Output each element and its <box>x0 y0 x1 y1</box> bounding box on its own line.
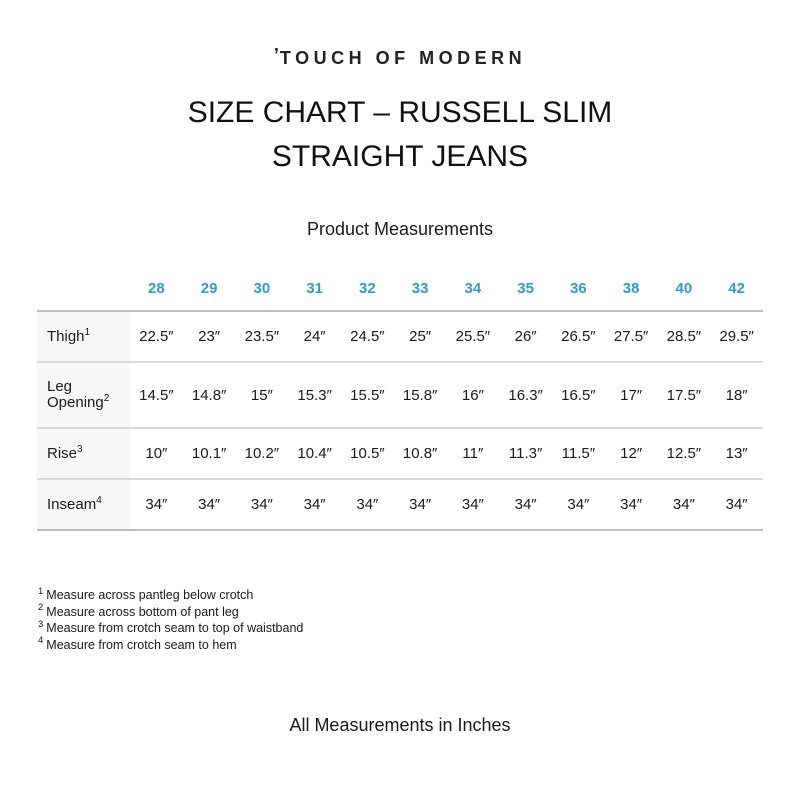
footnote-superscript: 1 <box>38 585 44 597</box>
size-col-header: 28 <box>130 280 183 311</box>
brand-logo <box>0 0 800 69</box>
measurement-cell: 10.1″ <box>183 428 236 479</box>
footnote-3 <box>38 620 800 637</box>
size-col-header: 31 <box>288 280 341 311</box>
table-subtitle: Product Measurements <box>306 219 494 239</box>
footnote-superscript: 2 <box>38 602 44 614</box>
measurement-cell: 12.5″ <box>658 428 711 479</box>
measurement-cell: 17.5″ <box>658 362 711 428</box>
measurement-cell: 13″ <box>710 428 763 479</box>
corner-cell <box>37 280 130 311</box>
measurement-cell: 16.3″ <box>499 362 552 428</box>
measurement-cell: 34″ <box>447 479 500 530</box>
measurement-cell: 11.3″ <box>499 428 552 479</box>
measurement-cell: 24″ <box>288 311 341 362</box>
size-header-row <box>37 280 763 311</box>
measurement-cell: 10.2″ <box>236 428 289 479</box>
table-row-rise <box>37 428 763 479</box>
row-label-leg-opening <box>37 362 130 428</box>
row-label-text: Leg Opening <box>47 378 104 411</box>
footnote-text: Measure across pantleg below crotch <box>46 588 254 602</box>
size-col-header: 38 <box>605 280 658 311</box>
measurement-cell: 16.5″ <box>552 362 605 428</box>
measurement-cell: 34″ <box>341 479 394 530</box>
measurement-cell: 11″ <box>447 428 500 479</box>
measurement-cell: 34″ <box>658 479 711 530</box>
measurement-cell: 26″ <box>499 311 552 362</box>
measurement-cell: 15″ <box>236 362 289 428</box>
measurement-cell: 17″ <box>605 362 658 428</box>
measurement-cell: 15.8″ <box>394 362 447 428</box>
measurement-cell: 22.5″ <box>130 311 183 362</box>
measurement-cell: 27.5″ <box>605 311 658 362</box>
measurement-cell: 10″ <box>130 428 183 479</box>
row-label-text: Thigh <box>47 327 85 345</box>
page-title-line1: SIZE CHART – RUSSELL SLIM <box>187 96 613 129</box>
measurement-cell: 15.5″ <box>341 362 394 428</box>
measurement-cell: 14.5″ <box>130 362 183 428</box>
footnote-text: Measure across bottom of pant leg <box>46 604 239 619</box>
measurement-cell: 11.5″ <box>552 428 605 479</box>
footnotes <box>38 587 800 653</box>
measurement-cell: 25.5″ <box>447 311 500 362</box>
size-col-header: 30 <box>236 280 289 311</box>
footnote-text: Measure from crotch seam to top of waistband <box>46 621 304 635</box>
measurement-cell: 34″ <box>130 479 183 530</box>
footnote-superscript: 3 <box>38 618 44 630</box>
row-label-superscript: 3 <box>77 443 83 455</box>
measurement-cell: 34″ <box>605 479 658 530</box>
table-row-inseam <box>37 479 763 530</box>
measurement-cell: 34″ <box>236 479 289 530</box>
measurements-table <box>37 280 763 531</box>
units-note: All Measurements in Inches <box>289 715 511 735</box>
measurement-cell: 12″ <box>605 428 658 479</box>
table-row-leg-opening <box>37 362 763 428</box>
size-col-header: 40 <box>658 280 711 311</box>
footnote-4 <box>38 637 800 654</box>
measurement-cell: 10.8″ <box>394 428 447 479</box>
measurement-cell: 16″ <box>447 362 500 428</box>
measurement-cell: 15.3″ <box>288 362 341 428</box>
measurement-cell: 23″ <box>183 311 236 362</box>
row-label-rise <box>37 428 130 479</box>
measurement-cell: 34″ <box>552 479 605 530</box>
row-label-text: Rise <box>47 444 78 462</box>
measurement-cell: 10.4″ <box>288 428 341 479</box>
logo-apostrophe-mark: ’ <box>273 45 279 65</box>
size-col-header: 34 <box>447 280 500 311</box>
measurement-cell: 26.5″ <box>552 311 605 362</box>
row-label-superscript: 1 <box>84 326 91 338</box>
measurement-cell: 34″ <box>183 479 236 530</box>
row-label-thigh <box>37 311 130 362</box>
table-row-thigh <box>37 311 763 362</box>
footnote-2 <box>38 604 800 621</box>
size-col-header: 33 <box>394 280 447 311</box>
measurement-cell: 25″ <box>394 311 447 362</box>
size-col-header: 35 <box>499 280 552 311</box>
footnote-text: Measure from crotch seam to hem <box>46 637 237 652</box>
measurement-cell: 34″ <box>499 479 552 530</box>
measurement-cell: 34″ <box>288 479 341 530</box>
measurement-cell: 14.8″ <box>183 362 236 428</box>
size-col-header: 32 <box>341 280 394 311</box>
logo-text: TOUCH OF MODERN <box>279 48 527 68</box>
footnote-superscript: 4 <box>38 635 44 647</box>
size-col-header: 29 <box>183 280 236 311</box>
page-title <box>0 91 800 179</box>
measurement-cell: 10.5″ <box>341 428 394 479</box>
row-label-inseam <box>37 479 130 530</box>
measurement-cell: 29.5″ <box>710 311 763 362</box>
row-label-superscript: 4 <box>96 494 102 506</box>
measurement-cell: 34″ <box>710 479 763 530</box>
size-col-header: 42 <box>710 280 763 311</box>
page-title-line2: STRAIGHT JEANS <box>271 140 529 173</box>
row-label-superscript: 2 <box>103 393 110 404</box>
measurement-cell: 34″ <box>394 479 447 530</box>
size-col-header: 36 <box>552 280 605 311</box>
measurement-cell: 23.5″ <box>236 311 289 362</box>
footnote-1 <box>38 587 800 604</box>
row-label-text: Inseam <box>47 495 97 513</box>
measurement-cell: 28.5″ <box>658 311 711 362</box>
measurement-cell: 18″ <box>710 362 763 428</box>
measurement-cell: 24.5″ <box>341 311 394 362</box>
